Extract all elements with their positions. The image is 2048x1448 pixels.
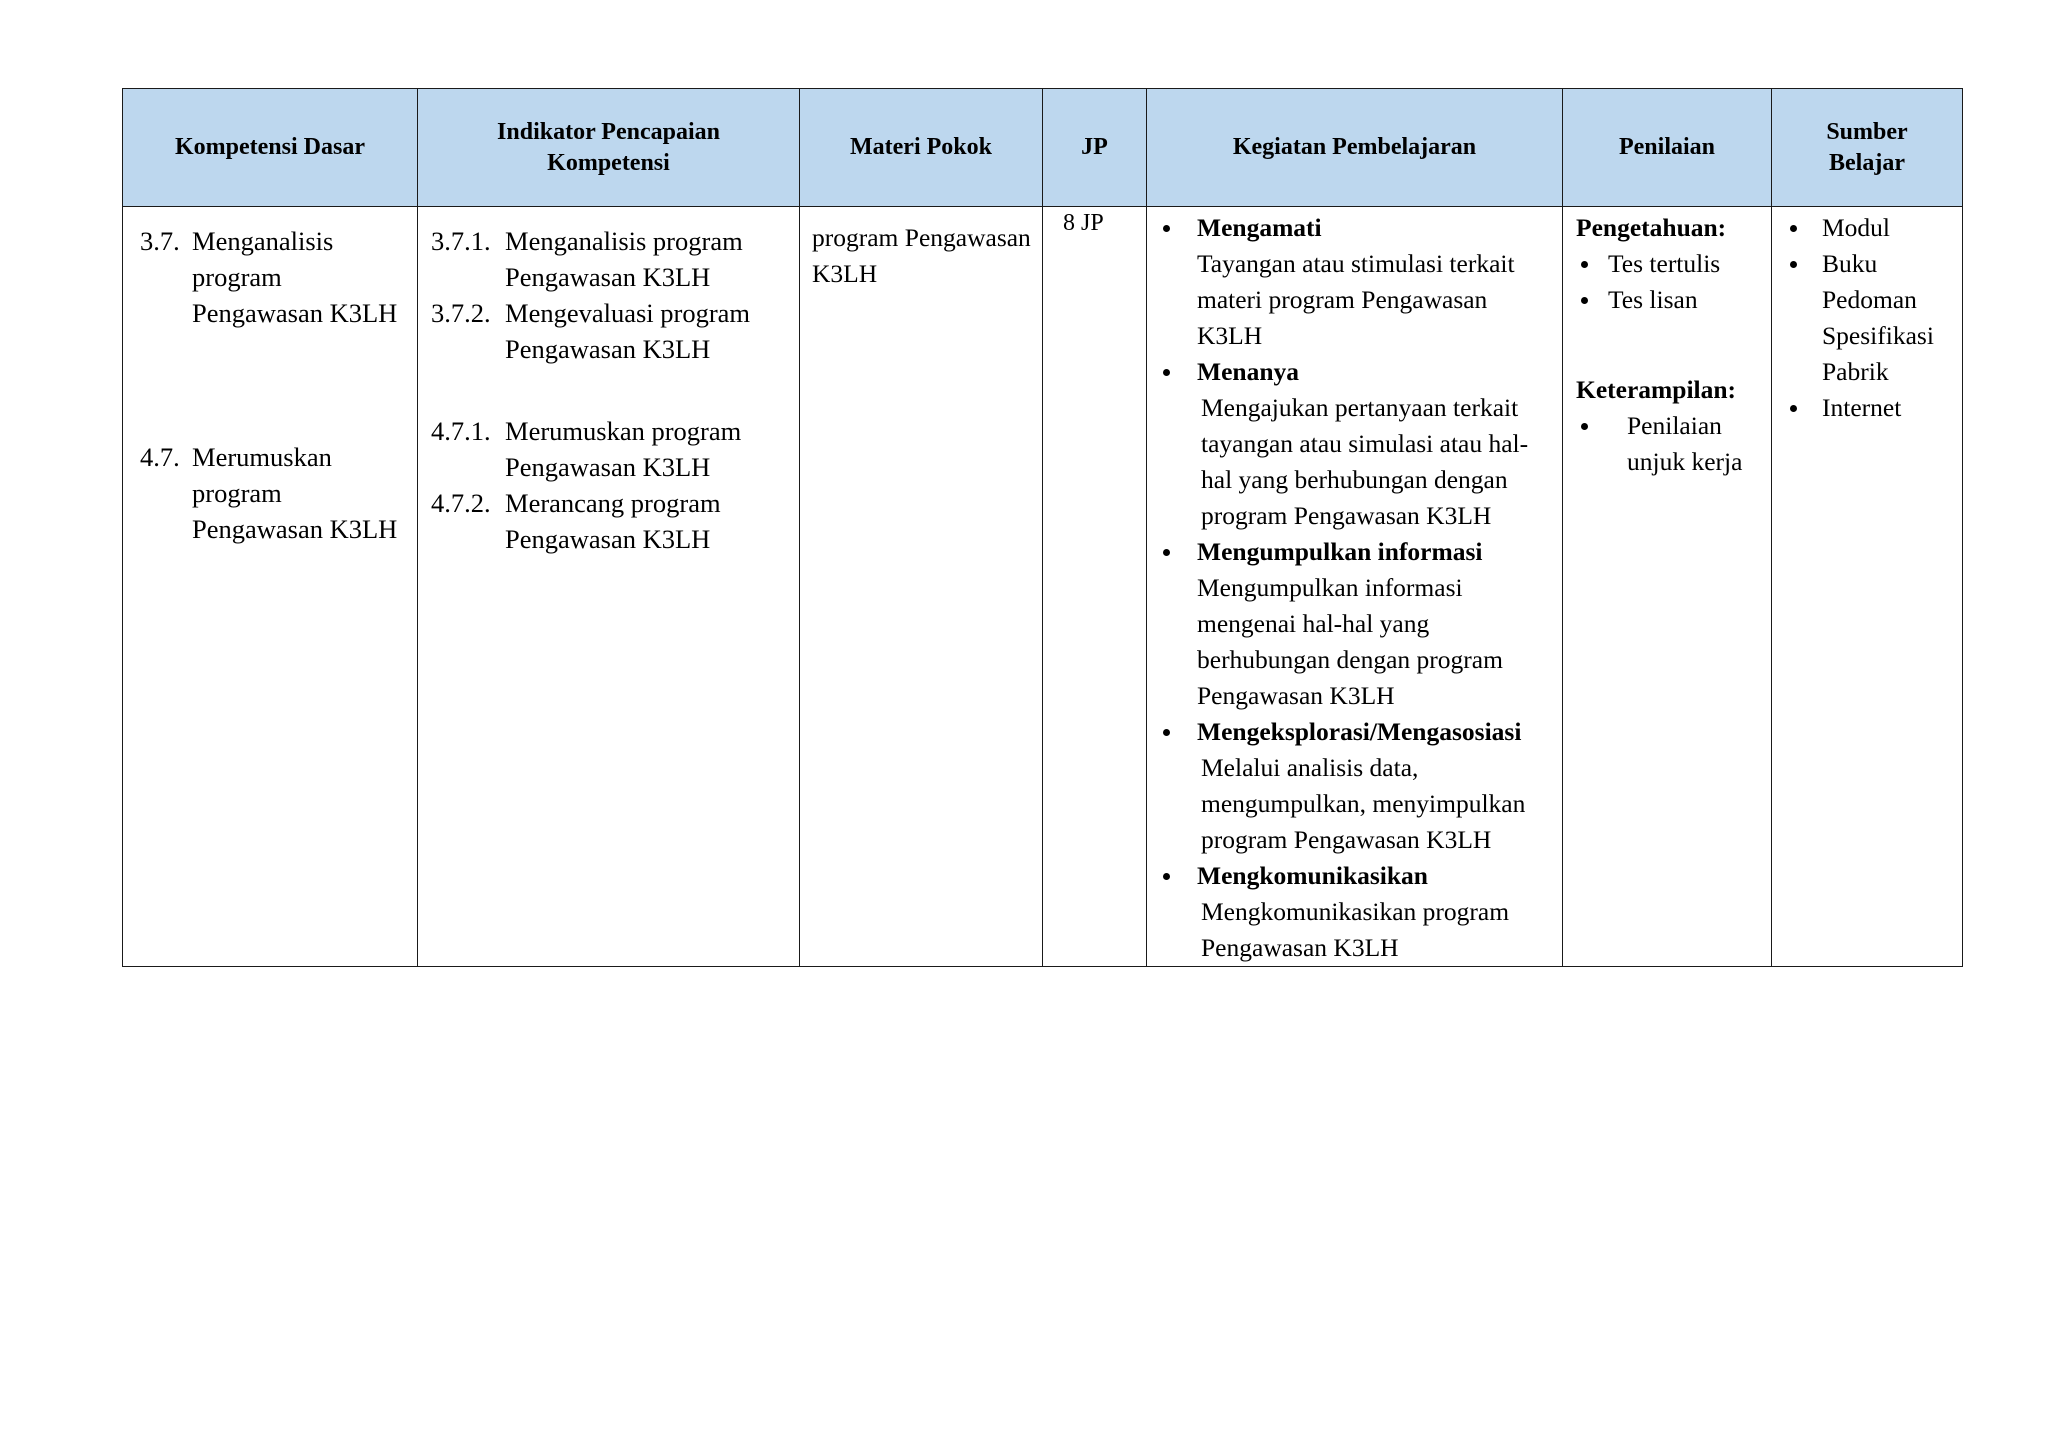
indikator-number: 3.7.2.: [431, 298, 491, 328]
header-jp: JP: [1043, 89, 1147, 207]
indikator-item: [431, 223, 791, 295]
cell-sumber: [1772, 207, 1963, 967]
cell-kegiatan: [1147, 207, 1563, 967]
materi-text: program Pengawasan K3LH: [812, 223, 1031, 288]
bullet-icon: [1163, 549, 1170, 556]
kd-number: 4.7.: [140, 442, 180, 472]
kegiatan-title: Mengeksplorasi/Mengasosiasi: [1197, 717, 1522, 746]
kegiatan-item: [1153, 714, 1554, 858]
kd-number: 3.7.: [140, 226, 180, 256]
sumber-item-text: Modul: [1822, 213, 1891, 242]
kegiatan-body: Mengkomunikasikan program Pengawasan K3LH: [1201, 897, 1510, 962]
bullet-icon: [1790, 405, 1797, 412]
kegiatan-item: [1153, 858, 1554, 966]
kegiatan-body: Mengumpulkan informasi mengenai hal-hal yang berhubungan dengan program Pengawasan K3LH: [1197, 573, 1503, 710]
indikator-text: Merumuskan program Pengawasan K3LH: [505, 416, 742, 482]
indikator-item: [431, 485, 791, 557]
kegiatan-item: [1153, 354, 1554, 534]
penilaian-item-text: Tes tertulis: [1608, 249, 1721, 278]
cell-penilaian: [1563, 207, 1772, 967]
kegiatan-item: [1153, 534, 1554, 714]
penilaian-item-text: Penilaian unjuk kerja: [1627, 411, 1743, 476]
sumber-item: [1782, 246, 1956, 390]
penilaian-item: [1576, 282, 1765, 318]
bullet-icon: [1581, 297, 1588, 304]
indikator-text: Menganalisis program Pengawasan K3LH: [505, 226, 743, 292]
indikator-item: [431, 413, 791, 485]
bullet-icon: [1163, 225, 1170, 232]
kegiatan-body: Tayangan atau stimulasi terkait materi program Pengawasan K3LH: [1197, 249, 1515, 350]
indikator-number: 3.7.1.: [431, 226, 491, 256]
pengetahuan-label: Pengetahuan:: [1576, 213, 1727, 242]
table-header-row: [123, 89, 1963, 207]
keterampilan-label: Keterampilan:: [1576, 375, 1737, 404]
header-indikator-text: Indikator Pencapaian Kompetensi: [497, 118, 720, 176]
indikator-number: 4.7.1.: [431, 416, 491, 446]
kegiatan-title: Mengumpulkan informasi: [1197, 537, 1483, 566]
header-materi-pokok: Materi Pokok: [800, 89, 1043, 207]
table-row: [123, 207, 1963, 967]
cell-materi-pokok: [800, 207, 1043, 967]
kd-item: [140, 439, 407, 547]
bullet-icon: [1790, 261, 1797, 268]
kd-text: Merumuskan program Pengawasan K3LH: [192, 442, 398, 544]
penilaian-item: [1576, 408, 1765, 480]
sumber-item-text: Buku Pedoman Spesifikasi Pabrik: [1822, 249, 1934, 386]
sumber-item: [1782, 390, 1956, 426]
bullet-icon: [1163, 369, 1170, 376]
indikator-item: [431, 295, 791, 367]
header-sumber: [1772, 89, 1963, 207]
indikator-number: 4.7.2.: [431, 488, 491, 518]
indikator-text: Mengevaluasi program Pengawasan K3LH: [505, 298, 751, 364]
bullet-icon: [1581, 423, 1588, 430]
cell-indikator: [418, 207, 800, 967]
bullet-icon: [1163, 873, 1170, 880]
penilaian-item: [1576, 246, 1765, 282]
header-kegiatan: Kegiatan Pembelajaran: [1147, 89, 1563, 207]
header-sumber-text: Sumber Belajar: [1826, 118, 1908, 176]
sumber-item: [1782, 210, 1956, 246]
cell-jp: [1043, 207, 1147, 967]
kegiatan-title: Mengkomunikasikan: [1197, 861, 1428, 890]
header-indikator: [418, 89, 800, 207]
indikator-text: Merancang program Pengawasan K3LH: [505, 488, 721, 554]
header-kompetensi-dasar: Kompetensi Dasar: [123, 89, 418, 207]
kegiatan-title: Menanya: [1197, 357, 1299, 386]
kd-text: Menganalisis program Pengawasan K3LH: [192, 226, 398, 328]
header-penilaian: Penilaian: [1563, 89, 1772, 207]
kegiatan-body: Melalui analisis data, mengumpulkan, menyimpulkan program Pengawasan K3LH: [1201, 753, 1526, 854]
bullet-icon: [1581, 261, 1588, 268]
kd-item: [140, 223, 407, 331]
syllabus-table: [122, 88, 1963, 967]
kegiatan-item: [1153, 210, 1554, 354]
bullet-icon: [1790, 225, 1797, 232]
kegiatan-body: Mengajukan pertanyaan terkait tayangan atau simulasi atau hal-hal yang berhubungan dengan program Pengawasan K3LH: [1201, 393, 1529, 530]
sumber-item-text: Internet: [1822, 393, 1902, 422]
kegiatan-title: Mengamati: [1197, 213, 1322, 242]
penilaian-item-text: Tes lisan: [1608, 285, 1698, 314]
jp-value: 8 JP: [1063, 210, 1104, 236]
cell-kompetensi-dasar: [123, 207, 418, 967]
bullet-icon: [1163, 729, 1170, 736]
